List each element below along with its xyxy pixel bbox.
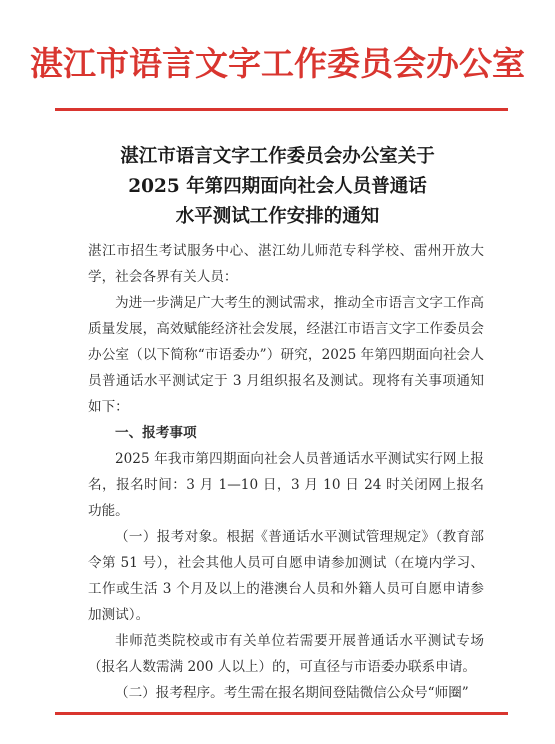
letterhead-red-rule xyxy=(55,108,508,111)
procedure-paragraph: （二）报考程序。考生需在报名期间登陆微信公众号“师圈” xyxy=(115,685,469,701)
addressee: 湛江市招生考试服务中心、湛江幼儿师范专科学校、雷州开放大学，社会各界有关人员： xyxy=(88,243,484,285)
section-heading-registration: 一、报考事项 xyxy=(115,425,197,441)
special-session-paragraph: 非师范类院校或市有关单位若需要开展普通话水平测试专场（报名人数需满 200 人以上）的，可直径与市语委办联系申请。 xyxy=(88,633,484,675)
notice-title-line-2: 2025 年第四期面向社会人员普通话 xyxy=(128,176,427,197)
intro-paragraph: 为进一步满足广大考生的测试需求，推动全市语言文字工作高质量发展，高效赋能经济社会发展，经湛江市语言文字工作委员会办公室（以下简称“市语委办”）研究，2025 年第四期面向社会人员普通话水平测试定于 3 月组织报名及测试。现将有关事项通知如下： xyxy=(88,295,484,415)
notice-title xyxy=(0,142,555,232)
notice-title-line-1: 湛江市语言文字工作委员会办公室关于 xyxy=(120,146,435,167)
registration-paragraph: 2025 年我市第四期面向社会人员普通话水平测试实行网上报名，报名时间：3 月 1—10 日，3 月 10 日 24 时关闭网上报名功能。 xyxy=(88,451,484,519)
eligibility-paragraph: （一）报考对象。根据《普通话水平测试管理规定》（教育部令第 51 号），社会其他人员可自愿申请参加测试（在境内学习、工作或生活 3 个月及以上的港澳台人员和外籍人员可自愿申请参加测试）。 xyxy=(88,529,484,623)
letterhead-title: 湛江市语言文字工作委员会办公室 xyxy=(30,44,525,83)
footer-red-rule xyxy=(55,712,508,715)
notice-body xyxy=(88,238,484,706)
notice-title-line-3: 水平测试工作安排的通知 xyxy=(175,206,380,227)
